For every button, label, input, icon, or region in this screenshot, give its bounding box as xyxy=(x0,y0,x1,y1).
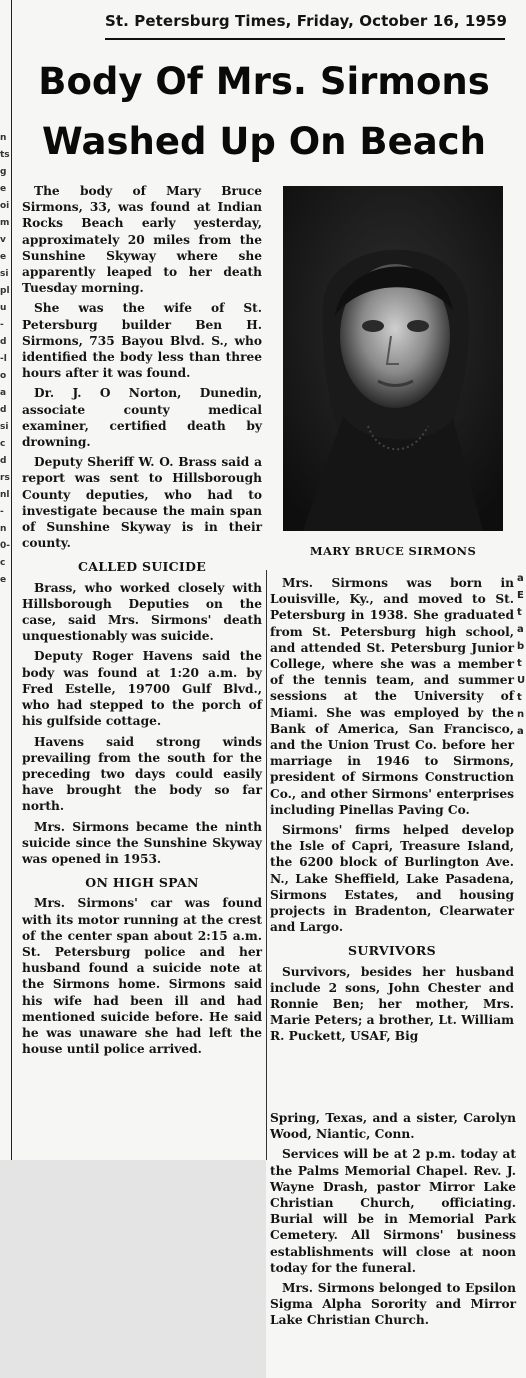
adjacent-column-fragment-left: ntsgeoimvesiplu-d-loadsicdrsnl-n0-ce xyxy=(0,133,10,585)
headline xyxy=(14,52,514,172)
paragraph: Sirmons' firms helped develop the Isle of Capri, Treasure Island, the 6200 block of Burlington Ave. N., Lake Sheffield, Lake Pasadena, Sirmons Estates, and housing projects in Bradenton, Clearwater and Largo. xyxy=(270,823,514,935)
dateline-rule xyxy=(105,38,505,40)
paragraph: Havens said strong winds prevailing from the south for the preceding two days could easily have brought the body so far north. xyxy=(22,734,262,814)
adjacent-column-fragment-right: aEtabtUtna xyxy=(517,573,526,737)
subhead-on-high-span: ON HIGH SPAN xyxy=(85,875,199,891)
subhead-survivors: SURVIVORS xyxy=(348,943,436,959)
paragraph: She was the wife of St. Petersburg builder Ben H. Sirmons, 735 Bayou Blvd. S., who identified the body less than three hours after it was found. xyxy=(22,301,262,381)
paragraph: Dr. J. O Norton, Dunedin, associate county medical examiner, certified death by drowning. xyxy=(22,386,262,450)
headline-line-1: Body Of Mrs. Sirmons xyxy=(38,60,490,103)
paragraph: Survivors, besides her husband include 2 sons, John Chester and Ronnie Ben; her mother, Mrs. Marie Peters; a brother, Lt. William R. Puckett, USAF, Big xyxy=(270,964,514,1044)
subhead-called-suicide: CALLED SUICIDE xyxy=(77,559,207,575)
portrait-photo xyxy=(283,186,503,531)
paragraph: Mrs. Sirmons' car was found with its motor running at the crest of the center span about 2:15 a.m. St. Petersburg police and her husband found a suicide note at the Sirmons home. Sirmons said his wife had been ill and had mentioned suicide before. He said he was unaware she had left the house until police arrived. xyxy=(22,896,262,1057)
portrait-image xyxy=(283,186,503,531)
article-column-1 xyxy=(22,183,262,1061)
paragraph: Mrs. Sirmons became the ninth suicide since the Sunshine Skyway was opened in 1953. xyxy=(22,819,262,866)
paragraph: Deputy Sheriff W. O. Brass said a report was sent to Hillsborough County deputies, who had to investigate because the main span of Sunshine Skyway is in their county. xyxy=(22,455,262,551)
dateline: St. Petersburg Times, Friday, October 16, 1959 xyxy=(105,12,508,30)
paragraph: The body of Mary Bruce Sirmons, 33, was found at Indian Rocks Beach early yesterday, approximately 20 miles from the Sunshine Skyway where she apparently leaped to her death Tuesday morning. xyxy=(22,184,262,296)
paragraph: Mrs. Sirmons belonged to Epsilon Sigma Alpha Sorority and Mirror Lake Christian Church. xyxy=(270,1281,516,1328)
photo-caption: MARY BRUCE SIRMONS xyxy=(309,544,477,558)
paragraph: Mrs. Sirmons was born in Louisville, Ky., and moved to St. Petersburg in 1938. She graduated from St. Petersburg high school, and attended St. Petersburg Junior College, where she was a member of the tennis team, and summer sessions at the University of Miami. She was employed by the Bank of America, San Francisco, and the Union Trust Co. before her marriage in 1946 to Sirmons, president of Sirmons Construction Co., and other Sirmons' enterprises including Pinellas Paving Co. xyxy=(270,576,514,817)
paragraph: Brass, who worked closely with Hillsborough Deputies on the case, said Mrs. Sirmons' death unquestionably was suicide. xyxy=(22,580,262,644)
article-column-2 xyxy=(270,575,514,1049)
article-column-3 xyxy=(270,1110,516,1333)
left-column-rule xyxy=(11,0,12,1160)
paragraph: Services will be at 2 p.m. today at the Palms Memorial Chapel. Rev. J. Wayne Drash, pastor Mirror Lake Christian Church, officiating. Burial will be in Memorial Park Cemetery. All Sirmons' business establishments will close at noon today for the funeral. xyxy=(270,1147,516,1275)
column-rule xyxy=(266,570,267,1160)
paragraph: Spring, Texas, and a sister, Carolyn Wood, Niantic, Conn. xyxy=(270,1111,516,1142)
headline-line-2: Washed Up On Beach xyxy=(42,120,486,163)
paragraph: Deputy Roger Havens said the body was found at 1:20 a.m. by Fred Estelle, 19700 Gulf Blvd., who had stepped to the porch of his gulfside cottage. xyxy=(22,649,262,729)
